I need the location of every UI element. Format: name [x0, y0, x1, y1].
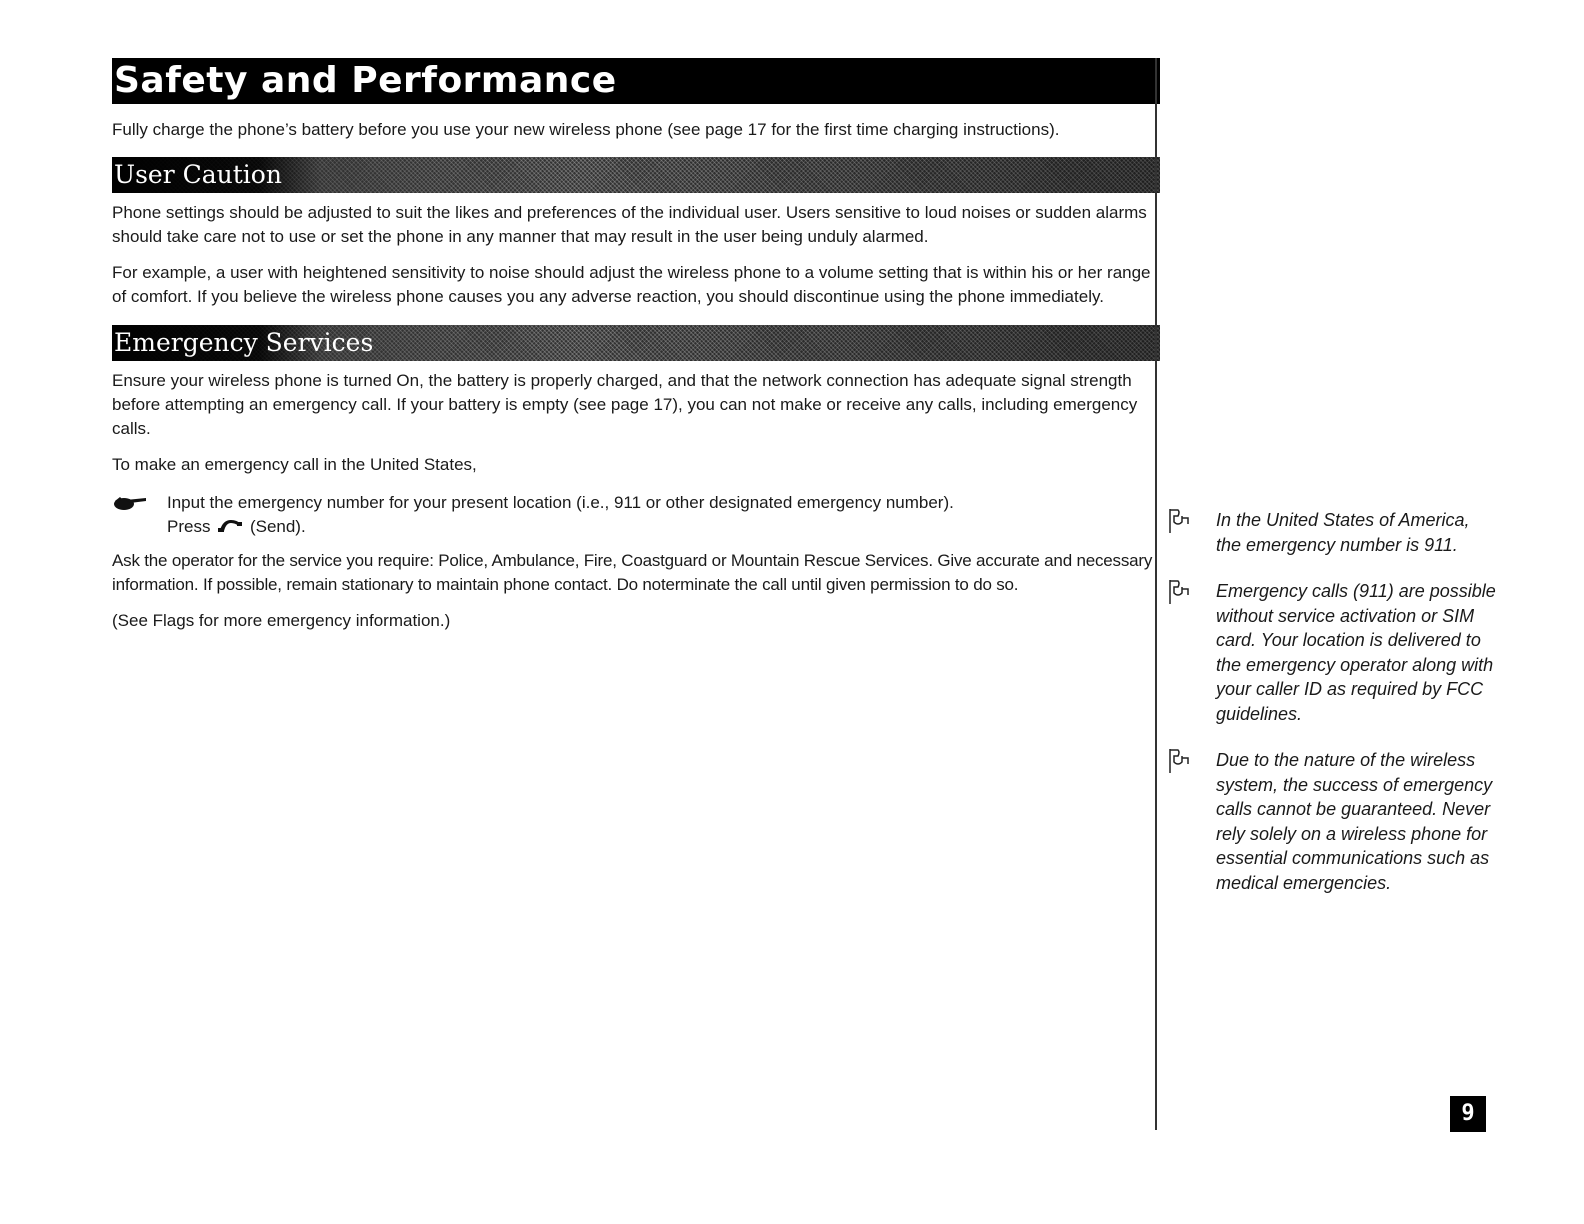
page-number: 9: [1450, 1096, 1486, 1132]
step-press-label: Press: [167, 517, 211, 536]
emergency-paragraph: To make an emergency call in the United States,: [112, 455, 477, 474]
step-instruction: Input the emergency number for your present location (i.e., 911 or other designated emergency number).: [167, 493, 954, 512]
intro-text: Fully charge the phone’s battery before you use your new wireless phone (see page 17 for the first time charging instructions).: [112, 120, 1060, 139]
page-title: Safety and Performance: [112, 58, 1160, 104]
note-flag-icon: [1168, 508, 1190, 534]
pointing-hand-icon: [112, 495, 148, 511]
sidebar-note: [1168, 508, 1498, 557]
see-flags-paragraph: (See Flags for more emergency information.): [112, 611, 451, 630]
emergency-operator-paragraph: Ask the operator for the service you require: Police, Ambulance, Fire, Coastguard or Mountain Rescue Services. Give accurate and necessary information. If possible, remain stationary to maintain phone contact. Do noterminate the call until given permission to do so.: [112, 551, 1153, 594]
send-key-icon: [217, 517, 243, 533]
sidebar-note: [1168, 579, 1498, 726]
note-flag-icon: [1168, 748, 1190, 774]
section-heading-user-caution: User Caution: [112, 157, 1160, 193]
note-flag-icon: [1168, 579, 1190, 605]
note-text: Due to the nature of the wireless system, the success of emergency calls cannot be guaranteed. Never rely solely on a wireless phone for essential communications such as medical emergencies.: [1216, 750, 1493, 893]
section-heading-emergency-services: Emergency Services: [112, 325, 1160, 361]
note-text: In the United States of America, the emergency number is 911.: [1216, 510, 1470, 555]
user-caution-paragraph: For example, a user with heightened sensitivity to noise should adjust the wireless phone to a volume setting that is within his or her range of comfort. If you believe the wireless phone causes you any adverse reaction, you should discontinue using the phone immediately.: [112, 263, 1151, 306]
emergency-paragraph: Ensure your wireless phone is turned On, the battery is properly charged, and that the network connection has adequate signal strength before attempting an emergency call. If your battery is empty (see page 17), you can not make or receive any calls, including emergency calls.: [112, 371, 1138, 438]
main-content: [112, 58, 1160, 645]
column-divider: [1155, 58, 1157, 1130]
sidebar-note: [1168, 748, 1498, 895]
note-text: Emergency calls (911) are possible without service activation or SIM card. Your location is delivered to the emergency operator along with your caller ID as required by FCC guidelines.: [1216, 581, 1496, 724]
step-send-label: (Send).: [249, 517, 306, 536]
user-caution-paragraph: Phone settings should be adjusted to suit the likes and preferences of the individual user. Users sensitive to loud noises or sudden alarms should take care not to use or set the phone in any manner that may result in the user being unduly alarmed.: [112, 203, 1147, 246]
emergency-call-step: [112, 491, 1160, 539]
sidebar-notes: [1168, 508, 1498, 917]
step-press-line: [167, 515, 1160, 539]
